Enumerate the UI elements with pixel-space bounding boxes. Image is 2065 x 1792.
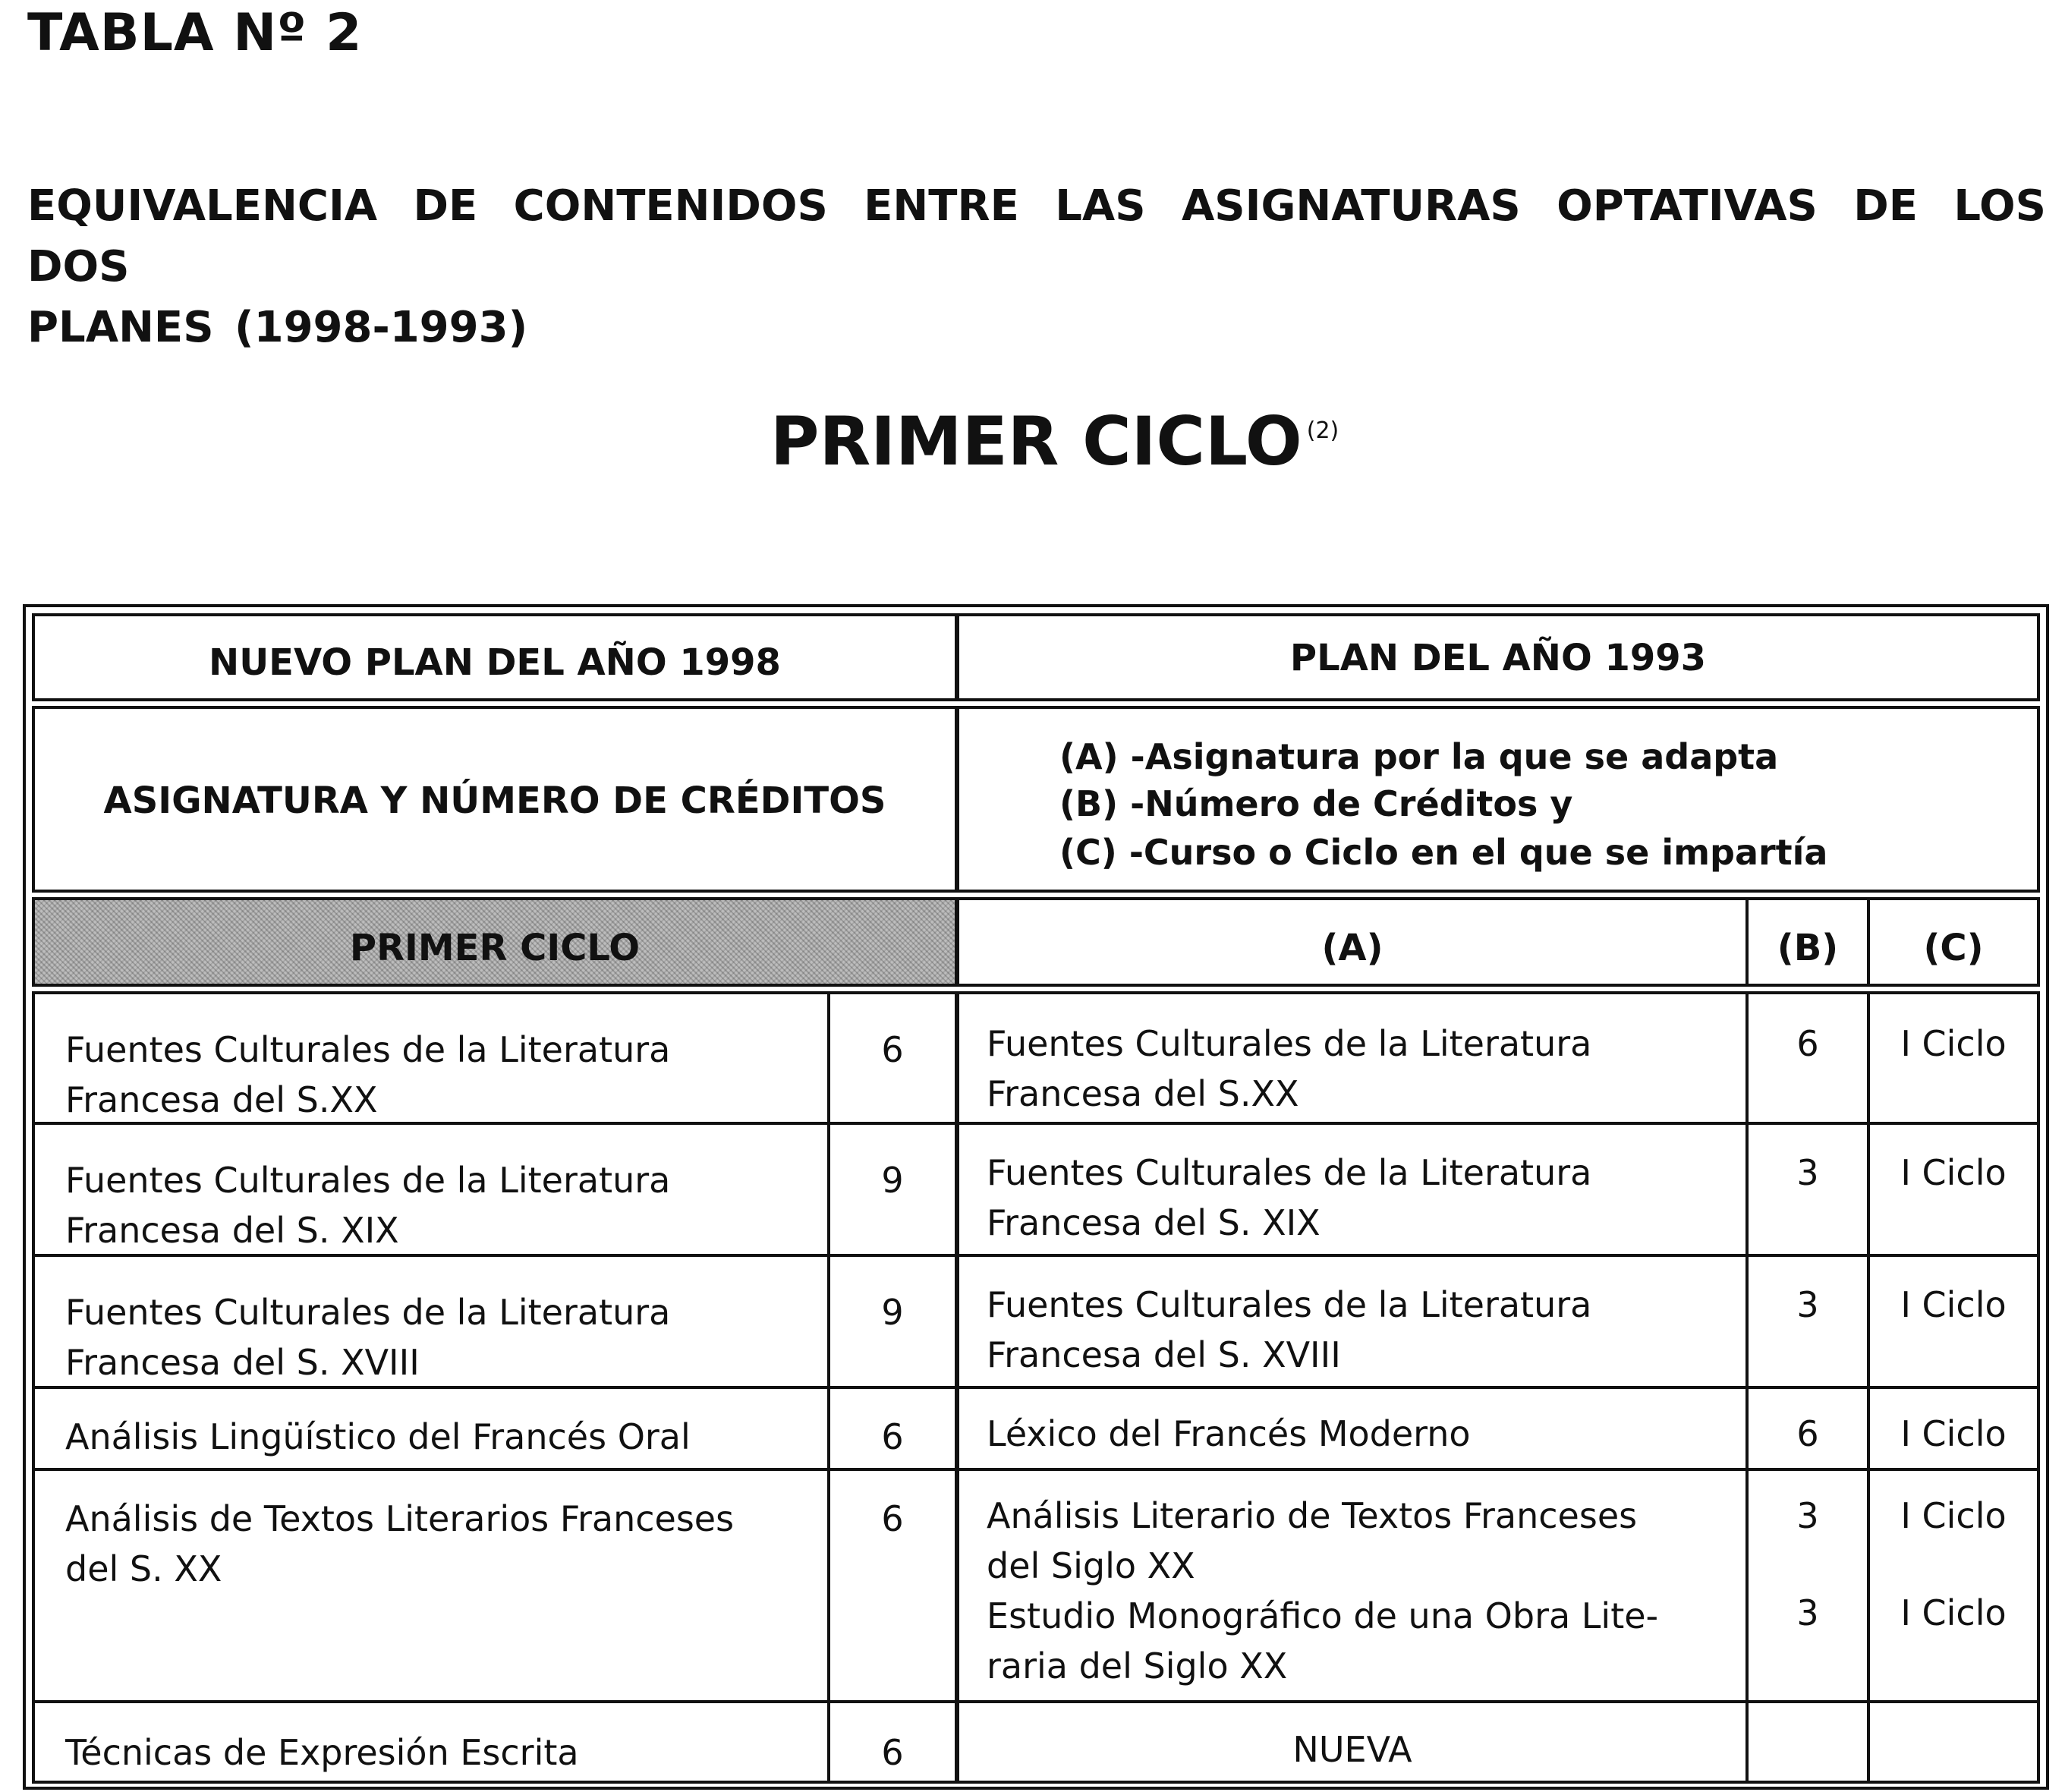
old-subject-row-5 <box>959 1471 1745 1691</box>
old-credits-row-5b: 3 <box>1796 1592 1819 1633</box>
legend-item-a: (A) -Asignatura por la que se adapta <box>1059 736 1779 777</box>
column-header-c: (C) <box>1923 927 1984 969</box>
old-cycle-row-3: I Ciclo <box>1900 1284 2007 1325</box>
new-subject-row-4-line-1: Análisis Lingüístico del Francés Oral <box>65 1416 691 1457</box>
old-cycle-row-2: I Ciclo <box>1900 1152 2007 1193</box>
new-plan-header: NUEVO PLAN DEL AÑO 1998 <box>209 641 781 684</box>
new-subject-row-6-line-1: Técnicas de Expresión Escrita <box>65 1732 579 1773</box>
new-credits-row-2: 9 <box>881 1160 904 1201</box>
old-subject-row-1-line-2: Francesa del S.XX <box>987 1073 1299 1114</box>
column-header-b: (B) <box>1777 927 1839 969</box>
old-subject-row-1 <box>959 994 1745 1119</box>
new-subject-row-2 <box>35 1125 827 1255</box>
new-credits-row-5: 6 <box>881 1498 904 1539</box>
old-cycle-row-5: I Ciclo <box>1900 1495 2007 1536</box>
new-credits-row-3: 9 <box>881 1292 904 1333</box>
equivalence-table <box>23 604 2049 1790</box>
cycle-title-text: PRIMER CICLO <box>770 402 1302 480</box>
new-subject-row-2-line-1: Fuentes Culturales de la Literatura <box>65 1160 671 1201</box>
old-plan-legend-panel <box>956 706 2040 893</box>
new-subject-row-3-line-2: Francesa del S. XVIII <box>65 1342 420 1383</box>
cycle-title <box>770 402 1339 480</box>
new-subject-row-1-line-1: Fuentes Culturales de la Literatura <box>65 1029 671 1070</box>
old-subject-row-6-line-1: NUEVA <box>1292 1729 1412 1770</box>
new-subject-row-5-line-1: Análisis de Textos Literarios Franceses <box>65 1498 735 1539</box>
new-credits-row-1: 6 <box>881 1029 904 1070</box>
old-credits-row-1: 6 <box>1796 1023 1819 1064</box>
old-subject-row-1-line-1: Fuentes Culturales de la Literatura <box>987 1023 1592 1064</box>
old-credits-row-5: 3 <box>1796 1495 1819 1536</box>
new-credits-row-6: 6 <box>881 1732 904 1773</box>
old-credits-row-3: 3 <box>1796 1284 1819 1325</box>
new-subject-row-3 <box>35 1257 827 1387</box>
section-label: PRIMER CICLO <box>349 927 641 969</box>
column-header-a: (A) <box>1321 927 1383 969</box>
new-credits-row-4: 6 <box>881 1416 904 1457</box>
old-plan-header-panel <box>956 613 2040 701</box>
legend-item-b: (B) -Número de Créditos y <box>1059 783 1573 824</box>
old-subject-row-2-line-2: Francesa del S. XIX <box>987 1202 1321 1243</box>
legend-item-c: (C) -Curso o Ciclo en el que se impartía <box>1059 832 1828 873</box>
new-plan-subheader: ASIGNATURA Y NÚMERO DE CRÉDITOS <box>103 779 886 822</box>
new-plan-body <box>32 991 958 1784</box>
new-subject-row-6 <box>35 1703 827 1778</box>
old-subject-row-5-line-2: del Siglo XX <box>987 1545 1195 1586</box>
new-plan-header-panel <box>32 613 958 701</box>
old-subject-row-5-line-1: Análisis Literario de Textos Franceses <box>987 1495 1638 1536</box>
new-subject-row-3-line-1: Fuentes Culturales de la Literatura <box>65 1292 671 1333</box>
old-cycle-row-5b: I Ciclo <box>1900 1592 2007 1633</box>
new-subject-row-5-line-2: del S. XX <box>65 1548 222 1589</box>
new-subject-row-1-line-2: Francesa del S.XX <box>65 1079 378 1120</box>
new-plan-subheader-panel <box>32 706 958 893</box>
old-cycle-row-1: I Ciclo <box>1900 1023 2007 1064</box>
new-subject-row-2-line-2: Francesa del S. XIX <box>65 1210 399 1251</box>
old-plan-header: PLAN DEL AÑO 1993 <box>1289 637 1707 679</box>
old-subject-row-6 <box>959 1703 1745 1775</box>
column-header-panel <box>956 897 2040 987</box>
old-plan-body <box>956 991 2040 1784</box>
cycle-footnote-marker: (2) <box>1306 417 1339 444</box>
old-subject-row-2-line-1: Fuentes Culturales de la Literatura <box>987 1152 1592 1193</box>
old-subject-row-5b-line-2: raria del Siglo XX <box>987 1646 1288 1686</box>
new-subject-row-4 <box>35 1389 827 1462</box>
old-subject-row-3-line-1: Fuentes Culturales de la Literatura <box>987 1284 1592 1325</box>
old-subject-row-5b-line-1: Estudio Monográfico de una Obra Lite- <box>987 1595 1659 1636</box>
heading-line-2: PLANES (1998-1993) <box>27 303 528 352</box>
old-credits-row-6 <box>1749 1703 1867 1724</box>
old-credits-row-2: 3 <box>1796 1152 1819 1193</box>
old-subject-row-4-line-1: Léxico del Francés Moderno <box>987 1413 1471 1454</box>
old-credits-row-4: 6 <box>1796 1413 1819 1454</box>
section-label-panel <box>32 897 958 987</box>
old-subject-row-3-line-2: Francesa del S. XVIII <box>987 1334 1341 1375</box>
document-label: TABLA Nº 2 <box>27 3 363 63</box>
old-subject-row-4 <box>959 1389 1745 1459</box>
heading-line-1: EQUIVALENCIA DE CONTENIDOS ENTRE LAS ASIGNATURAS OPTATIVAS DE LOS DOS <box>27 181 2046 291</box>
document-heading <box>27 176 2046 358</box>
new-subject-row-5 <box>35 1471 827 1594</box>
new-subject-row-1 <box>35 994 827 1125</box>
old-cycle-row-4: I Ciclo <box>1900 1413 2007 1454</box>
old-cycle-row-6 <box>1870 1703 2037 1724</box>
old-subject-row-3 <box>959 1257 1745 1380</box>
old-subject-row-2 <box>959 1125 1745 1248</box>
